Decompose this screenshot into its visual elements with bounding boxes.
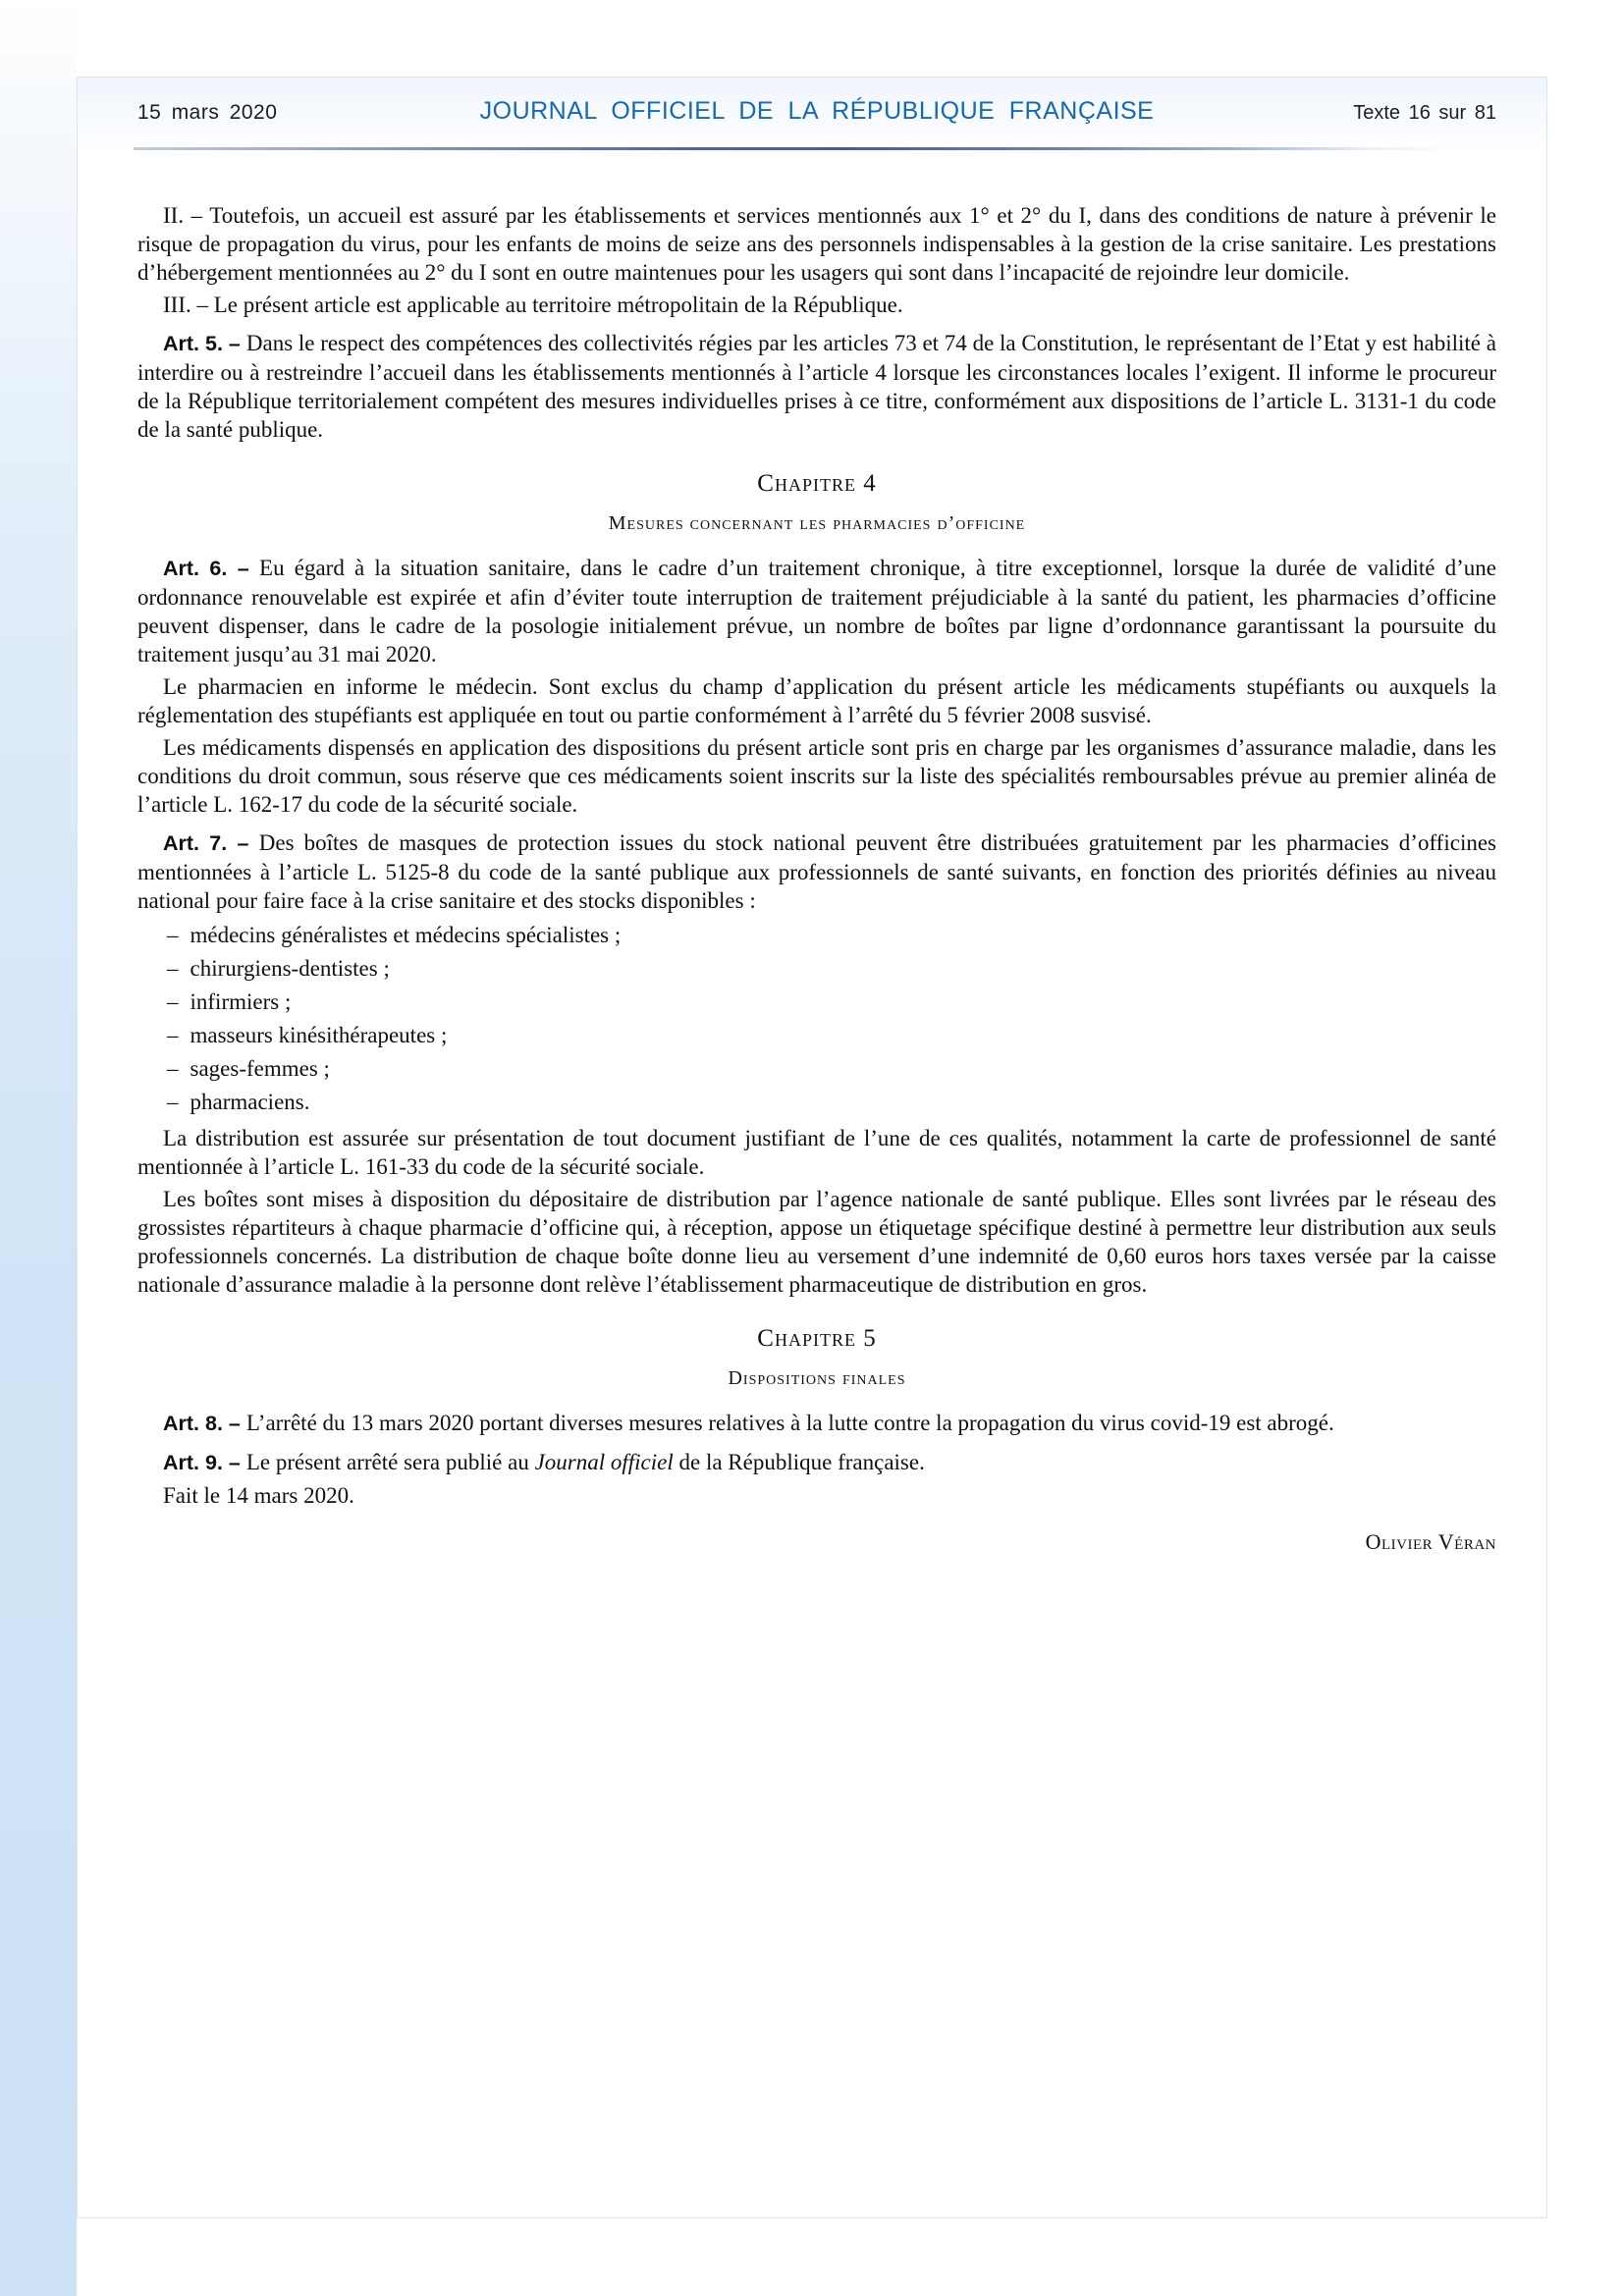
dash-bullet: – — [167, 923, 179, 947]
dash-bullet: – — [167, 1090, 179, 1114]
paragraph: Les médicaments dispensés en application des dispositions du présent article sont pris en charge par les organismes d’assurance maladie, dans les conditions du droit commun, sous réserve que ces médicaments soient inscrits sur la liste des spécialités remboursables prévue au premier alinéa de l’article L. 162-17 du code de la sécurité sociale. — [137, 735, 1496, 817]
paragraph: La distribution est assurée sur présentation de tout document justifiant de l’une de ces qualités, notamment la carte de professionnel de santé mentionnée à l’article L. 161-33 du code de la sécurité sociale. — [137, 1126, 1496, 1179]
list-item-text: sages-femmes ; — [189, 1056, 330, 1081]
list-item-text: pharmaciens. — [189, 1090, 310, 1114]
chapter-heading: Chapitre 5 — [757, 1325, 877, 1352]
text-run: L’arrêté du 13 mars 2020 portant diverses mesures relatives à la lutte contre la propagation du virus covid-19 est abrogé. — [245, 1411, 1334, 1435]
article-label: Art. 8. – — [163, 1412, 246, 1435]
text-run: Eu égard à la situation sanitaire, dans le cadre d’un traitement chronique, à titre exceptionnel, lorsque la durée de validité d’une ordonnance renouvelable est expirée et afin d’éviter toute interruption de traitement préjudiciable à la santé du patient, les pharmacies d’officine peuvent dispenser, dans le cadre de la posologie initialement prévue, un nombre de boîtes par ligne d’ordonnance garantissant la poursuite du traitement jusqu’au 31 mai 2020. — [137, 556, 1496, 667]
article-paragraph — [137, 329, 1496, 444]
article-paragraph — [137, 828, 1496, 915]
bullet-list — [137, 921, 1496, 1116]
text-run: Dans le respect des compétences des collectivités régies par les articles 73 et 74 de la Constitution, le représentant de l’Etat y est habilité à interdire ou à restreindre l’accueil dans les établissements mentionnés à l’article 4 lorsque les circonstances locales l’exigent. Il informe le procureur de la République territorialement compétent des mesures individuelles prises à ce titre, conformément aux dispositions de l’article L. 3131-1 du code de la santé publique. — [137, 331, 1496, 442]
paragraph: Le pharmacien en informe le médecin. Sont exclus du champ d’application du présent article les médicaments stupéfiants ou auxquels la réglementation des stupéfiants est appliquée en tout ou partie conformément à l’arrêté du 5 février 2008 susvisé. — [137, 674, 1496, 727]
article-label: Art. 9. – — [163, 1451, 246, 1474]
paragraph: Fait le 14 mars 2020. — [163, 1483, 354, 1508]
page-margin-gradient — [0, 0, 77, 2296]
italic-run: Journal officiel — [534, 1450, 674, 1474]
paragraph: III. – Le présent article est applicable au territoire métropolitain de la République. — [163, 293, 903, 317]
chapter-subheading: Mesures concernant les pharmacies d’officine — [608, 512, 1026, 534]
list-item-text: chirurgiens-dentistes ; — [189, 956, 390, 981]
document-body — [78, 150, 1546, 1556]
chapter-heading: Chapitre 4 — [757, 470, 877, 497]
text-run: Des boîtes de masques de protection issues du stock national peuvent être distribuées gratuitement par les pharmacies d’officines mentionnées à l’article L. 5125-8 du code de la santé publique aux professionnels de santé suivants, en fonction des priorités définies au niveau national pour faire face à la crise sanitaire et des stocks disponibles : — [137, 830, 1496, 913]
list-item-text: médecins généralistes et médecins spécialistes ; — [189, 923, 622, 947]
paragraph: Les boîtes sont mises à disposition du dépositaire de distribution par l’agence nationale de santé publique. Elles sont livrées par le réseau des grossistes répartiteurs à chaque pharmacie d’officine qui, à réception, appose un étiquetage spécifique destiné à permettre leur distribution aux seuls professionnels concernés. La distribution de chaque boîte donne lieu au versement d’une indemnité de 0,60 euros hors taxes versée par la caisse nationale d’assurance maladie à la personne dont relève l’établissement pharmaceutique de distribution en gros. — [137, 1187, 1496, 1297]
article-label: Art. 7. – — [163, 831, 259, 855]
article-paragraph — [137, 1448, 1496, 1477]
list-item — [137, 1088, 1496, 1116]
article-paragraph — [137, 1409, 1496, 1438]
journal-title: JOURNAL OFFICIEL DE LA RÉPUBLIQUE FRANÇAISE — [479, 97, 1155, 125]
text-run: Le présent arrêté sera publié au — [245, 1450, 535, 1474]
chapter-subheading: Dispositions finales — [728, 1367, 906, 1389]
list-item — [137, 954, 1496, 983]
header-text-ref: Texte 16 sur 81 — [1353, 102, 1496, 124]
signature: Olivier Véran — [1365, 1529, 1496, 1554]
dash-bullet: – — [167, 1056, 179, 1081]
dash-bullet: – — [167, 1023, 179, 1047]
page-header-row — [78, 97, 1546, 126]
list-item — [137, 988, 1496, 1016]
list-item — [137, 921, 1496, 949]
document-page — [77, 77, 1547, 2218]
list-item-text: infirmiers ; — [189, 989, 292, 1014]
dash-bullet: – — [167, 956, 179, 981]
page-header — [78, 78, 1546, 150]
article-paragraph — [137, 554, 1496, 668]
paragraph: II. – Toutefois, un accueil est assuré par les établissements et services mentionnés aux 1° et 2° du I, dans des conditions de nature à prévenir le risque de propagation du virus, pour les enfants de moins de seize ans des personnels indispensables à la gestion de la crise sanitaire. Les prestations d’hébergement mentionnées au 2° du I sont en outre maintenues pour les usagers qui sont dans l’incapacité de rejoindre leur domicile. — [137, 203, 1496, 285]
article-label: Art. 5. – — [163, 332, 246, 355]
article-label: Art. 6. – — [163, 557, 260, 580]
list-item-text: masseurs kinésithérapeutes ; — [189, 1023, 448, 1047]
header-date: 15 mars 2020 — [137, 101, 278, 124]
dash-bullet: – — [167, 989, 179, 1014]
list-item — [137, 1021, 1496, 1049]
list-item — [137, 1054, 1496, 1083]
text-run: de la République française. — [673, 1450, 925, 1474]
